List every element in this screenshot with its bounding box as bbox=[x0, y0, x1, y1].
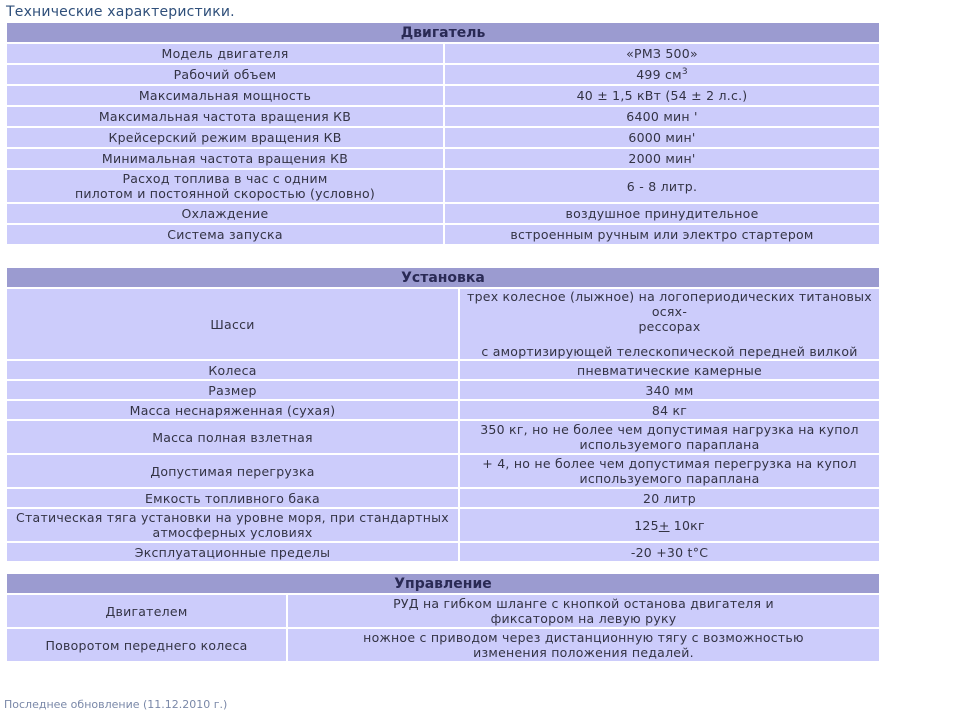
row-value: 20 литр bbox=[460, 489, 879, 507]
row-label: Поворотом переднего колеса bbox=[7, 629, 286, 661]
value-text: 125 bbox=[634, 517, 659, 533]
row-label: Модель двигателя bbox=[7, 44, 443, 63]
value-text: 10кг bbox=[669, 517, 705, 533]
row-label: Масса неснаряженная (сухая) bbox=[7, 401, 458, 419]
row-value bbox=[460, 421, 879, 453]
section-header-control: Управление bbox=[7, 574, 879, 593]
table-row bbox=[7, 289, 879, 359]
value-line: + 4, но не более чем допустимая перегрузка на купол bbox=[482, 456, 857, 471]
row-label: Двигателем bbox=[7, 595, 286, 627]
row-label: Колеса bbox=[7, 361, 458, 379]
value-line: 350 кг, но не более чем допустимая нагрузка на купол bbox=[480, 422, 859, 437]
table-row bbox=[7, 170, 879, 202]
control-spec-table bbox=[5, 572, 881, 663]
table-row bbox=[7, 629, 879, 661]
table-row bbox=[7, 149, 879, 168]
row-value: 6 - 8 литр. bbox=[445, 170, 879, 202]
value-line: трех колесное (лыжное) на логопериодических титановых осях- bbox=[467, 289, 872, 319]
table-row bbox=[7, 543, 879, 561]
row-label bbox=[7, 170, 443, 202]
installation-spec-table bbox=[5, 266, 881, 563]
table-row bbox=[7, 204, 879, 223]
section-header-engine: Двигатель bbox=[7, 23, 879, 42]
row-value: 84 кг bbox=[460, 401, 879, 419]
row-label bbox=[7, 509, 458, 541]
last-updated-note: Последнее обновление (11.12.2010 г.) bbox=[4, 698, 228, 711]
row-value bbox=[288, 595, 879, 627]
row-label: Максимальная частота вращения КВ bbox=[7, 107, 443, 126]
table-row bbox=[7, 509, 879, 541]
row-label: Система запуска bbox=[7, 225, 443, 244]
engine-spec-table bbox=[5, 21, 881, 246]
row-value bbox=[460, 455, 879, 487]
row-label: Максимальная мощность bbox=[7, 86, 443, 105]
label-line: атмосферных условиях bbox=[152, 525, 313, 540]
table-row bbox=[7, 65, 879, 84]
table-row bbox=[7, 225, 879, 244]
value-line: с амортизирующей телескопической передней вилкой bbox=[481, 344, 858, 359]
value-text: 499 см bbox=[636, 67, 682, 82]
row-value: встроенным ручным или электро стартером bbox=[445, 225, 879, 244]
row-label: Минимальная частота вращения КВ bbox=[7, 149, 443, 168]
label-line: пилотом и постоянной скоростью (условно) bbox=[74, 186, 376, 201]
section-header-installation: Установка bbox=[7, 268, 879, 287]
value-line: используемого параплана bbox=[579, 471, 760, 486]
row-label: Эксплуатационные пределы bbox=[7, 543, 458, 561]
table-row bbox=[7, 401, 879, 419]
table-header-row bbox=[7, 574, 879, 593]
row-value: «РМЗ 500» bbox=[445, 44, 879, 63]
value-line: РУД на гибком шланге с кнопкой останова двигателя и bbox=[393, 596, 774, 611]
value-superscript: 3 bbox=[681, 66, 688, 77]
table-row bbox=[7, 44, 879, 63]
table-row bbox=[7, 595, 879, 627]
row-value bbox=[460, 289, 879, 359]
row-value: 2000 мин' bbox=[445, 149, 879, 168]
page-title: Технические характеристики. bbox=[6, 4, 235, 20]
row-value: воздушное принудительное bbox=[445, 204, 879, 223]
table-row bbox=[7, 361, 879, 379]
row-value bbox=[460, 509, 879, 541]
row-value: 340 мм bbox=[460, 381, 879, 399]
row-value: пневматические камерные bbox=[460, 361, 879, 379]
table-row bbox=[7, 455, 879, 487]
table-row bbox=[7, 381, 879, 399]
table-header-row bbox=[7, 23, 879, 42]
row-label: Охлаждение bbox=[7, 204, 443, 223]
table-row bbox=[7, 86, 879, 105]
table-row bbox=[7, 421, 879, 453]
label-line: Статическая тяга установки на уровне моря, при стандартных bbox=[16, 510, 449, 525]
value-line: изменения положения педалей. bbox=[473, 645, 694, 660]
label-line: Расход топлива в час с одним bbox=[122, 171, 328, 186]
value-line: рессорах bbox=[638, 319, 701, 334]
table-row bbox=[7, 489, 879, 507]
table-row bbox=[7, 128, 879, 147]
row-label: Шасси bbox=[7, 289, 458, 359]
line-gap bbox=[464, 334, 875, 344]
row-value bbox=[445, 65, 879, 84]
value-line: ножное с приводом через дистанционную тягу с возможностью bbox=[363, 630, 804, 645]
row-value: 6400 мин ' bbox=[445, 107, 879, 126]
row-value: 6000 мин' bbox=[445, 128, 879, 147]
plus-minus-sign: + bbox=[658, 517, 670, 533]
row-label: Рабочий объем bbox=[7, 65, 443, 84]
row-value bbox=[288, 629, 879, 661]
table-header-row bbox=[7, 268, 879, 287]
row-label: Масса полная взлетная bbox=[7, 421, 458, 453]
value-line: используемого параплана bbox=[579, 437, 760, 452]
table-row bbox=[7, 107, 879, 126]
row-value: -20 +30 t°С bbox=[460, 543, 879, 561]
row-label: Размер bbox=[7, 381, 458, 399]
row-label: Допустимая перегрузка bbox=[7, 455, 458, 487]
row-label: Крейсерский режим вращения КВ bbox=[7, 128, 443, 147]
value-line: фиксатором на левую руку bbox=[490, 611, 677, 626]
row-label: Емкость топливного бака bbox=[7, 489, 458, 507]
row-value: 40 ± 1,5 кВт (54 ± 2 л.с.) bbox=[445, 86, 879, 105]
